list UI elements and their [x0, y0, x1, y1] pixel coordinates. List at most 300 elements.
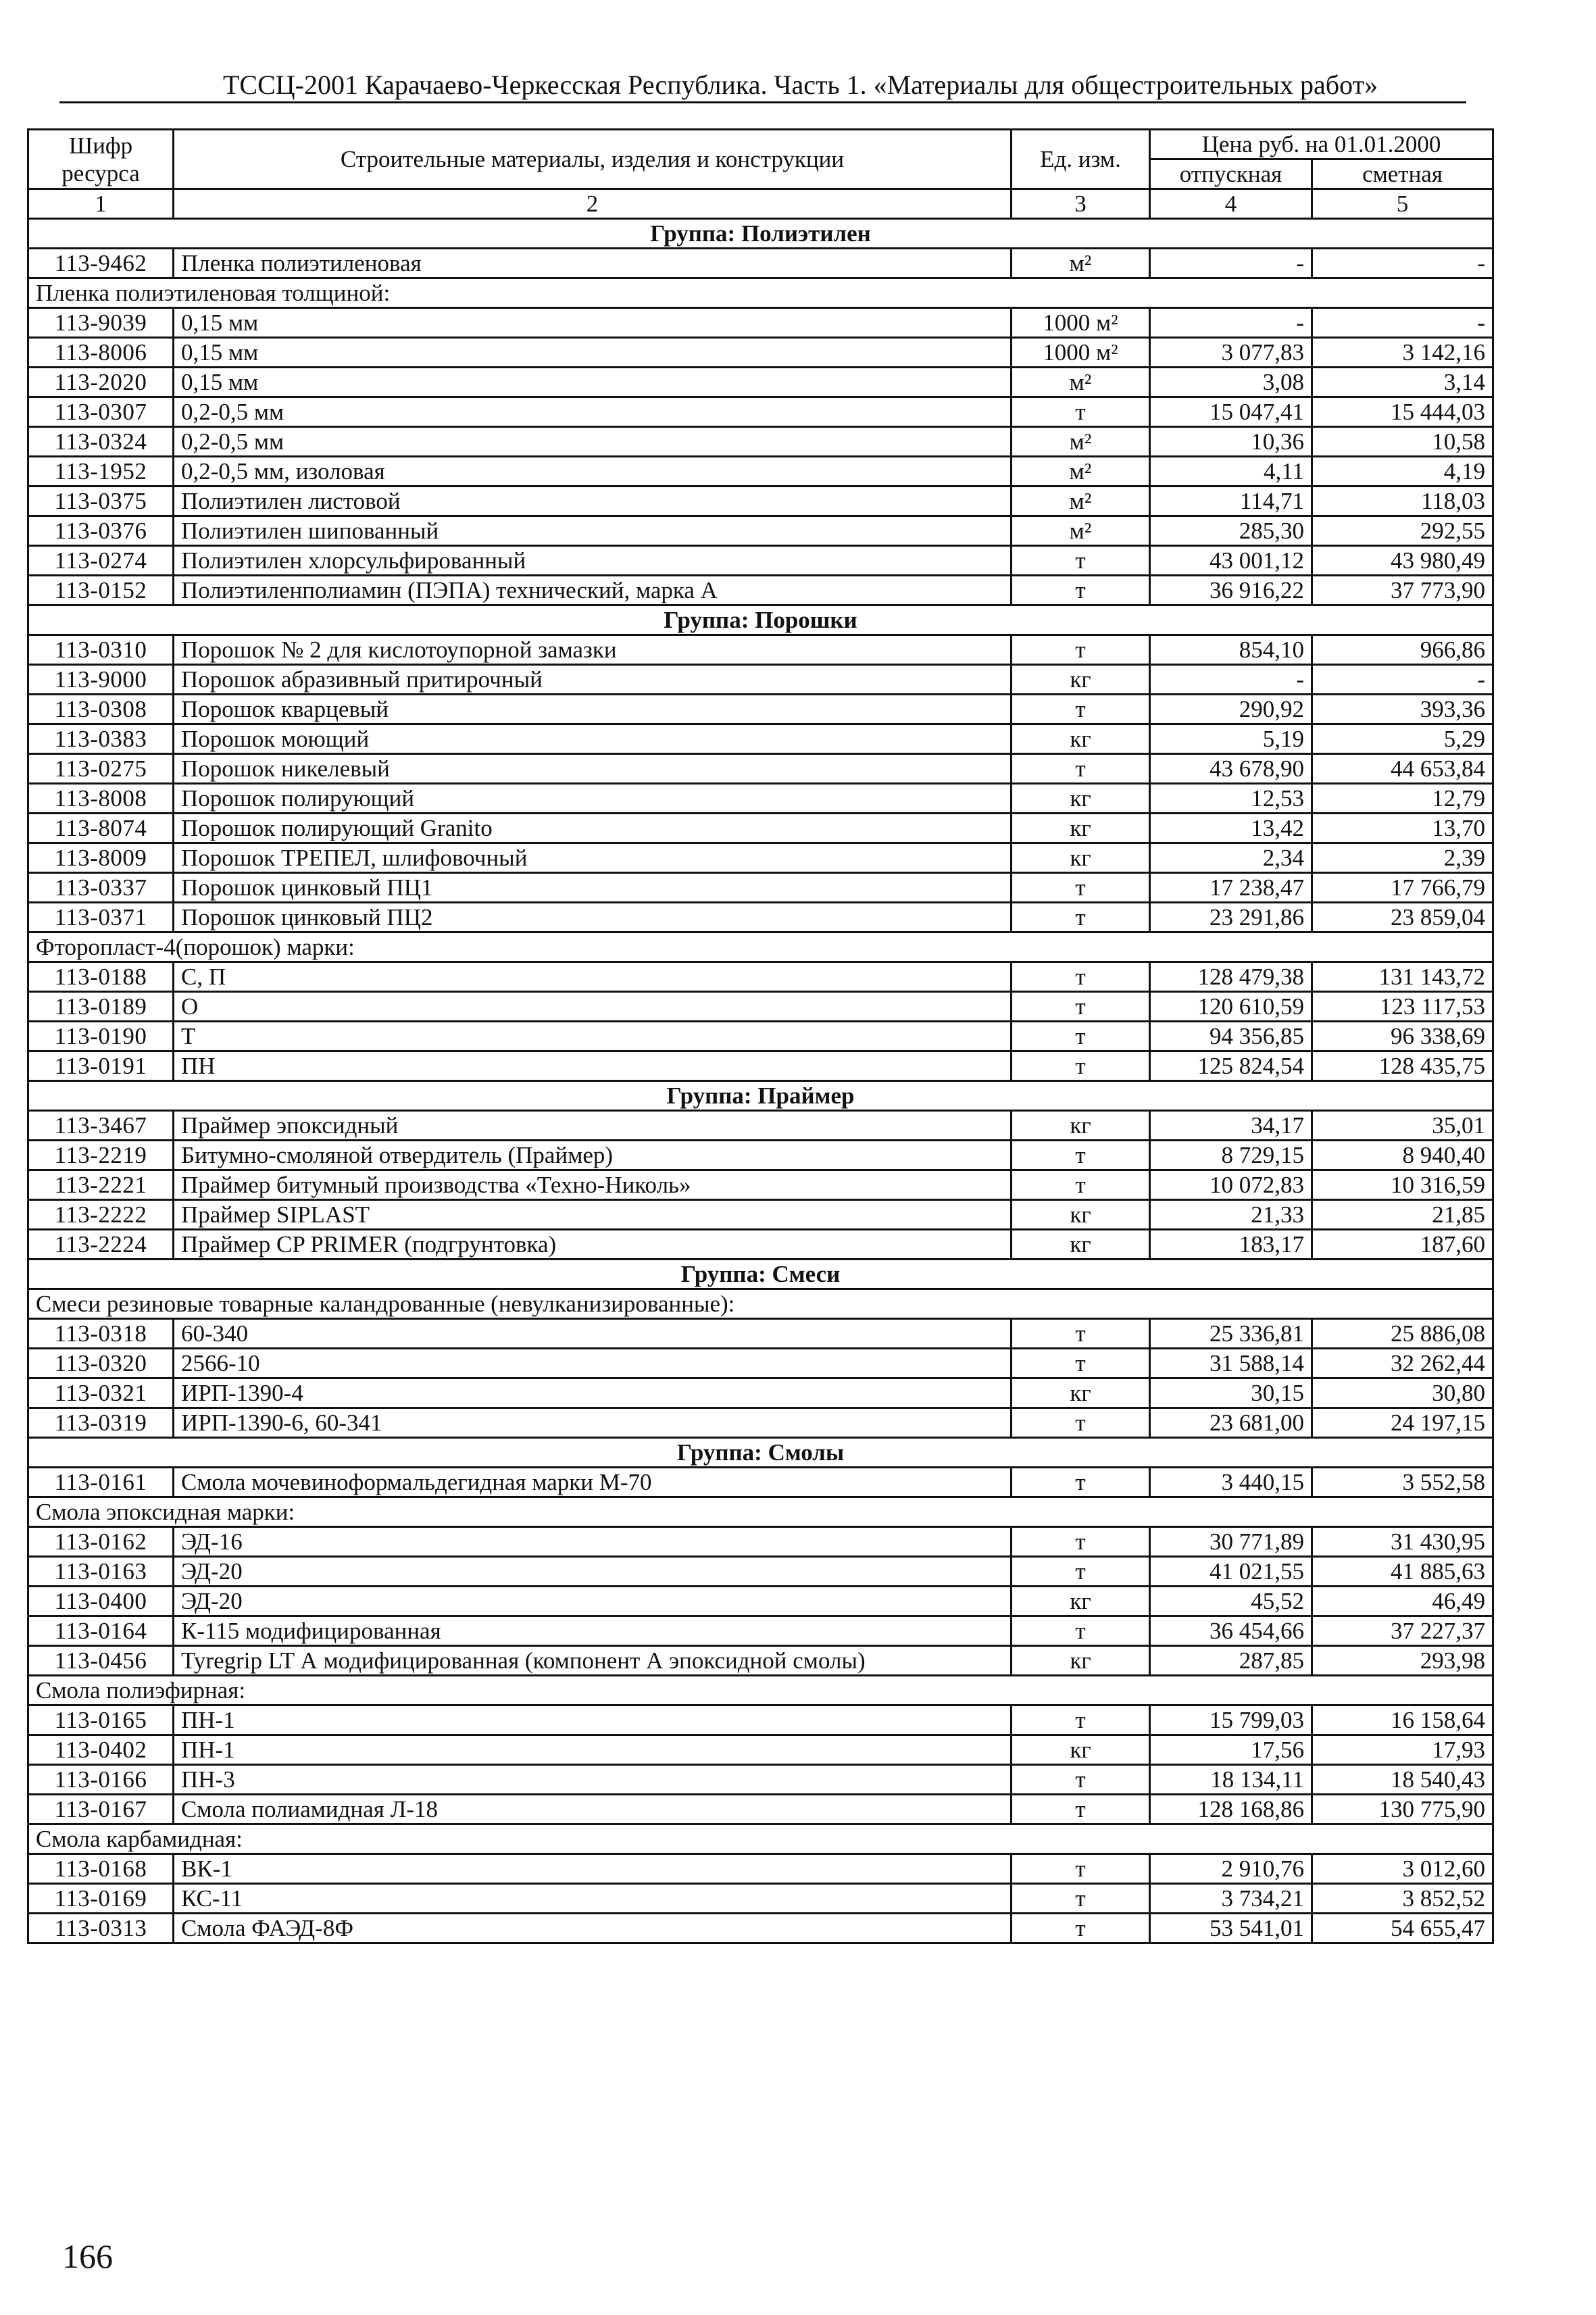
resource-code: 113-2020: [28, 368, 174, 397]
table-row: [28, 1914, 1493, 1943]
release-price: 10 072,83: [1150, 1170, 1312, 1200]
group-heading-row: [28, 1260, 1493, 1289]
release-price: 30,15: [1150, 1378, 1312, 1408]
subheading: Смола полиэфирная:: [28, 1676, 1493, 1706]
table-row: [28, 1230, 1493, 1260]
release-price: 3 734,21: [1150, 1884, 1312, 1914]
material-name: Порошок абразивный притирочный: [174, 665, 1012, 695]
release-price: 41 021,55: [1150, 1557, 1312, 1587]
unit-of-measure: кг: [1012, 1230, 1150, 1260]
material-name: ПН-3: [174, 1765, 1012, 1795]
resource-code: 113-0274: [28, 546, 174, 576]
subheading-row: [28, 278, 1493, 308]
release-price: 43 678,90: [1150, 754, 1312, 784]
table-row: [28, 1854, 1493, 1884]
resource-code: 113-8006: [28, 338, 174, 368]
release-price: 31 588,14: [1150, 1349, 1312, 1378]
release-price: 290,92: [1150, 695, 1312, 724]
estimate-price: 16 158,64: [1312, 1706, 1493, 1735]
table-row: [28, 784, 1493, 814]
estimate-price: 3 142,16: [1312, 338, 1493, 368]
release-price: 114,71: [1150, 487, 1312, 516]
material-name: КС-11: [174, 1884, 1012, 1914]
unit-of-measure: кг: [1012, 1646, 1150, 1676]
resource-code: 113-0167: [28, 1795, 174, 1824]
group-heading: Группа: Смолы: [28, 1438, 1493, 1468]
resource-code: 113-0275: [28, 754, 174, 784]
release-price: 45,52: [1150, 1587, 1312, 1616]
material-name: ПН: [174, 1051, 1012, 1081]
material-name: Порошок полирующий Granito: [174, 814, 1012, 843]
release-price: 3 077,83: [1150, 338, 1312, 368]
resource-code: 113-0383: [28, 724, 174, 754]
material-name: ИРП-1390-4: [174, 1378, 1012, 1408]
table-row: [28, 992, 1493, 1022]
resource-code: 113-0152: [28, 576, 174, 605]
estimate-price: 32 262,44: [1312, 1349, 1493, 1378]
material-name: Праймер битумный производства «Техно-Николь»: [174, 1170, 1012, 1200]
column-number: 2: [174, 189, 1012, 219]
header-rule: [59, 101, 1466, 103]
release-price: 2,34: [1150, 843, 1312, 873]
table-row: [28, 308, 1493, 338]
material-name: ЭД-16: [174, 1527, 1012, 1557]
release-price: -: [1150, 249, 1312, 278]
material-name: Порошок цинковый ПЦ1: [174, 873, 1012, 903]
unit-of-measure: т: [1012, 1765, 1150, 1795]
column-header-name: Строительные материалы, изделия и конструкции: [174, 130, 1012, 189]
resource-code: 113-0337: [28, 873, 174, 903]
estimate-price: 18 540,43: [1312, 1765, 1493, 1795]
release-price: 3 440,15: [1150, 1468, 1312, 1497]
column-number: 1: [28, 189, 174, 219]
material-name: Смола ФАЭД-8Ф: [174, 1914, 1012, 1943]
resource-code: 113-0318: [28, 1319, 174, 1349]
estimate-price: 15 444,03: [1312, 397, 1493, 427]
column-number-row: [28, 189, 1493, 219]
release-price: 15 047,41: [1150, 397, 1312, 427]
column-header-price: Цена руб. на 01.01.2000: [1150, 130, 1493, 159]
group-heading-row: [28, 219, 1493, 249]
resource-code: 113-0166: [28, 1765, 174, 1795]
release-price: 183,17: [1150, 1230, 1312, 1260]
material-name: 0,2-0,5 мм: [174, 427, 1012, 457]
table-row: [28, 338, 1493, 368]
table-row: [28, 1765, 1493, 1795]
estimate-price: 41 885,63: [1312, 1557, 1493, 1587]
release-price: 287,85: [1150, 1646, 1312, 1676]
unit-of-measure: т: [1012, 962, 1150, 992]
table-row: [28, 1200, 1493, 1230]
estimate-price: 10 316,59: [1312, 1170, 1493, 1200]
table-row: [28, 814, 1493, 843]
table-row: [28, 695, 1493, 724]
subheading-row: [28, 1497, 1493, 1527]
material-name: Праймер эпоксидный: [174, 1111, 1012, 1141]
resource-code: 113-1952: [28, 457, 174, 487]
material-name: Смола мочевиноформальдегидная марки М-70: [174, 1468, 1012, 1497]
table-row: [28, 962, 1493, 992]
material-name: Битумно-смоляной отвердитель (Праймер): [174, 1141, 1012, 1170]
estimate-price: 3,14: [1312, 368, 1493, 397]
table-row: [28, 1616, 1493, 1646]
table-row: [28, 1051, 1493, 1081]
estimate-price: 96 338,69: [1312, 1022, 1493, 1051]
unit-of-measure: т: [1012, 1557, 1150, 1587]
group-heading: Группа: Порошки: [28, 605, 1493, 635]
release-price: 17 238,47: [1150, 873, 1312, 903]
resource-code: 113-2219: [28, 1141, 174, 1170]
release-price: -: [1150, 665, 1312, 695]
resource-code: 113-0456: [28, 1646, 174, 1676]
group-heading: Группа: Полиэтилен: [28, 219, 1493, 249]
table-row: [28, 1587, 1493, 1616]
material-name: ИРП-1390-6, 60-341: [174, 1408, 1012, 1438]
estimate-price: -: [1312, 665, 1493, 695]
table-row: [28, 576, 1493, 605]
resource-code: 113-0375: [28, 487, 174, 516]
release-price: 5,19: [1150, 724, 1312, 754]
material-name: ВК-1: [174, 1854, 1012, 1884]
table-row: [28, 1527, 1493, 1557]
table-row: [28, 1646, 1493, 1676]
material-name: С, П: [174, 962, 1012, 992]
material-name: О: [174, 992, 1012, 1022]
material-name: Т: [174, 1022, 1012, 1051]
group-heading-row: [28, 1081, 1493, 1111]
material-name: Порошок моющий: [174, 724, 1012, 754]
unit-of-measure: т: [1012, 546, 1150, 576]
release-price: 4,11: [1150, 457, 1312, 487]
unit-of-measure: м²: [1012, 516, 1150, 546]
resource-code: 113-2224: [28, 1230, 174, 1260]
estimate-price: 3 852,52: [1312, 1884, 1493, 1914]
estimate-price: 17,93: [1312, 1735, 1493, 1765]
release-price: 23 681,00: [1150, 1408, 1312, 1438]
estimate-price: 118,03: [1312, 487, 1493, 516]
resource-code: 113-0376: [28, 516, 174, 546]
table-row: [28, 635, 1493, 665]
material-name: 60-340: [174, 1319, 1012, 1349]
group-heading: Группа: Смеси: [28, 1260, 1493, 1289]
unit-of-measure: т: [1012, 992, 1150, 1022]
resource-code: 113-0189: [28, 992, 174, 1022]
resource-code: 113-0324: [28, 427, 174, 457]
estimate-price: 31 430,95: [1312, 1527, 1493, 1557]
release-price: -: [1150, 308, 1312, 338]
estimate-price: 966,86: [1312, 635, 1493, 665]
subheading-row: [28, 1676, 1493, 1706]
table-row: [28, 1141, 1493, 1170]
unit-of-measure: т: [1012, 1022, 1150, 1051]
unit-of-measure: м²: [1012, 457, 1150, 487]
estimate-price: 54 655,47: [1312, 1914, 1493, 1943]
estimate-price: 292,55: [1312, 516, 1493, 546]
unit-of-measure: т: [1012, 1408, 1150, 1438]
material-name: Tyregrip LT А модифицированная (компонент А эпоксидной смолы): [174, 1646, 1012, 1676]
release-price: 120 610,59: [1150, 992, 1312, 1022]
unit-of-measure: т: [1012, 1854, 1150, 1884]
group-heading: Группа: Праймер: [28, 1081, 1493, 1111]
estimate-price: 25 886,08: [1312, 1319, 1493, 1349]
material-name: 0,2-0,5 мм: [174, 397, 1012, 427]
estimate-price: -: [1312, 308, 1493, 338]
table-row: [28, 1735, 1493, 1765]
unit-of-measure: м²: [1012, 427, 1150, 457]
estimate-price: 24 197,15: [1312, 1408, 1493, 1438]
resource-code: 113-0191: [28, 1051, 174, 1081]
estimate-price: 293,98: [1312, 1646, 1493, 1676]
release-price: 36 916,22: [1150, 576, 1312, 605]
table-row: [28, 903, 1493, 932]
table-row: [28, 1408, 1493, 1438]
material-name: Полиэтилен листовой: [174, 487, 1012, 516]
release-price: 12,53: [1150, 784, 1312, 814]
release-price: 15 799,03: [1150, 1706, 1312, 1735]
column-header-release-price: отпускная: [1150, 159, 1312, 189]
release-price: 17,56: [1150, 1735, 1312, 1765]
unit-of-measure: т: [1012, 1884, 1150, 1914]
unit-of-measure: т: [1012, 1795, 1150, 1824]
table-header-row: [28, 130, 1493, 159]
material-name: Порошок цинковый ПЦ2: [174, 903, 1012, 932]
estimate-price: 5,29: [1312, 724, 1493, 754]
resource-code: 113-0188: [28, 962, 174, 992]
table-row: [28, 487, 1493, 516]
unit-of-measure: кг: [1012, 724, 1150, 754]
unit-of-measure: кг: [1012, 814, 1150, 843]
unit-of-measure: кг: [1012, 665, 1150, 695]
estimate-price: 37 773,90: [1312, 576, 1493, 605]
table-row: [28, 368, 1493, 397]
release-price: 94 356,85: [1150, 1022, 1312, 1051]
table-row: [28, 516, 1493, 546]
unit-of-measure: кг: [1012, 1587, 1150, 1616]
resource-code: 113-0161: [28, 1468, 174, 1497]
resource-code: 113-0163: [28, 1557, 174, 1587]
release-price: 34,17: [1150, 1111, 1312, 1141]
estimate-price: 187,60: [1312, 1230, 1493, 1260]
resource-code: 113-2221: [28, 1170, 174, 1200]
table-row: [28, 754, 1493, 784]
column-number: 5: [1312, 189, 1493, 219]
estimate-price: 44 653,84: [1312, 754, 1493, 784]
unit-of-measure: т: [1012, 397, 1150, 427]
column-header-unit: Ед. изм.: [1012, 130, 1150, 189]
estimate-price: 393,36: [1312, 695, 1493, 724]
resource-code: 113-0308: [28, 695, 174, 724]
unit-of-measure: кг: [1012, 1200, 1150, 1230]
table-row: [28, 1111, 1493, 1141]
table-row: [28, 546, 1493, 576]
estimate-price: 128 435,75: [1312, 1051, 1493, 1081]
release-price: 30 771,89: [1150, 1527, 1312, 1557]
material-name: Смола полиамидная Л-18: [174, 1795, 1012, 1824]
page-header: ТССЦ-2001 Карачаево-Черкесская Республика. Часть 1. «Материалы для общестроительных работ»: [223, 70, 1378, 100]
group-heading-row: [28, 1438, 1493, 1468]
table-row: [28, 1349, 1493, 1378]
material-name: Полиэтилен хлорсульфированный: [174, 546, 1012, 576]
material-name: ЭД-20: [174, 1557, 1012, 1587]
unit-of-measure: м²: [1012, 487, 1150, 516]
unit-of-measure: 1000 м²: [1012, 308, 1150, 338]
resource-code: 113-0162: [28, 1527, 174, 1557]
table-row: [28, 397, 1493, 427]
resource-code: 113-0402: [28, 1735, 174, 1765]
estimate-price: 17 766,79: [1312, 873, 1493, 903]
table-row: [28, 1170, 1493, 1200]
resource-code: 113-0313: [28, 1914, 174, 1943]
column-number: 3: [1012, 189, 1150, 219]
material-name: Порошок полирующий: [174, 784, 1012, 814]
column-header-estimate-price: сметная: [1312, 159, 1493, 189]
resource-code: 113-8074: [28, 814, 174, 843]
resource-code: 113-0169: [28, 1884, 174, 1914]
material-name: 2566-10: [174, 1349, 1012, 1378]
resource-code: 113-0320: [28, 1349, 174, 1378]
release-price: 13,42: [1150, 814, 1312, 843]
estimate-price: 35,01: [1312, 1111, 1493, 1141]
resource-code: 113-0371: [28, 903, 174, 932]
release-price: 36 454,66: [1150, 1616, 1312, 1646]
estimate-price: 130 775,90: [1312, 1795, 1493, 1824]
release-price: 23 291,86: [1150, 903, 1312, 932]
release-price: 21,33: [1150, 1200, 1312, 1230]
table-row: [28, 873, 1493, 903]
release-price: 10,36: [1150, 427, 1312, 457]
resource-code: 113-0190: [28, 1022, 174, 1051]
subheading-row: [28, 1824, 1493, 1854]
subheading: Фторопласт-4(порошок) марки:: [28, 932, 1493, 962]
subheading: Смола эпоксидная марки:: [28, 1497, 1493, 1527]
unit-of-measure: т: [1012, 1170, 1150, 1200]
resource-code: 113-8008: [28, 784, 174, 814]
estimate-price: 13,70: [1312, 814, 1493, 843]
material-name: Порошок № 2 для кислотоупорной замазки: [174, 635, 1012, 665]
material-name: Полиэтилен шипованный: [174, 516, 1012, 546]
material-name: Праймер SIPLAST: [174, 1200, 1012, 1230]
material-name: К-115 модифицированная: [174, 1616, 1012, 1646]
material-name: Пленка полиэтиленовая: [174, 249, 1012, 278]
material-name: 0,15 мм: [174, 368, 1012, 397]
material-name: Порошок никелевый: [174, 754, 1012, 784]
table-row: [28, 1884, 1493, 1914]
release-price: 2 910,76: [1150, 1854, 1312, 1884]
estimate-price: 4,19: [1312, 457, 1493, 487]
resource-code: 113-0168: [28, 1854, 174, 1884]
estimate-price: 37 227,37: [1312, 1616, 1493, 1646]
price-table: [27, 128, 1494, 1944]
material-name: 0,15 мм: [174, 308, 1012, 338]
material-name: 0,2-0,5 мм, изоловая: [174, 457, 1012, 487]
estimate-price: 43 980,49: [1312, 546, 1493, 576]
resource-code: 113-9000: [28, 665, 174, 695]
subheading: Смола карбамидная:: [28, 1824, 1493, 1854]
resource-code: 113-0310: [28, 635, 174, 665]
material-name: 0,15 мм: [174, 338, 1012, 368]
material-name: Порошок кварцевый: [174, 695, 1012, 724]
unit-of-measure: т: [1012, 576, 1150, 605]
page-number: 166: [62, 2237, 113, 2275]
release-price: 25 336,81: [1150, 1319, 1312, 1349]
estimate-price: 131 143,72: [1312, 962, 1493, 992]
material-name: Праймер CP PRIMER (подгрунтовка): [174, 1230, 1012, 1260]
release-price: 128 479,38: [1150, 962, 1312, 992]
material-name: Полиэтиленполиамин (ПЭПА) технический, марка А: [174, 576, 1012, 605]
estimate-price: -: [1312, 249, 1493, 278]
material-name: ПН-1: [174, 1706, 1012, 1735]
release-price: 53 541,01: [1150, 1914, 1312, 1943]
table-row: [28, 1468, 1493, 1497]
unit-of-measure: кг: [1012, 1735, 1150, 1765]
unit-of-measure: т: [1012, 1319, 1150, 1349]
resource-code: 113-8009: [28, 843, 174, 873]
resource-code: 113-9462: [28, 249, 174, 278]
estimate-price: 8 940,40: [1312, 1141, 1493, 1170]
table-row: [28, 1319, 1493, 1349]
resource-code: 113-0319: [28, 1408, 174, 1438]
estimate-price: 123 117,53: [1312, 992, 1493, 1022]
resource-code: 113-0307: [28, 397, 174, 427]
table-row: [28, 1022, 1493, 1051]
resource-code: 113-9039: [28, 308, 174, 338]
column-number: 4: [1150, 189, 1312, 219]
release-price: 854,10: [1150, 635, 1312, 665]
release-price: 285,30: [1150, 516, 1312, 546]
unit-of-measure: т: [1012, 1616, 1150, 1646]
unit-of-measure: т: [1012, 1141, 1150, 1170]
resource-code: 113-0164: [28, 1616, 174, 1646]
unit-of-measure: м²: [1012, 368, 1150, 397]
unit-of-measure: т: [1012, 873, 1150, 903]
release-price: 18 134,11: [1150, 1765, 1312, 1795]
release-price: 3,08: [1150, 368, 1312, 397]
estimate-price: 3 552,58: [1312, 1468, 1493, 1497]
release-price: 128 168,86: [1150, 1795, 1312, 1824]
estimate-price: 23 859,04: [1312, 903, 1493, 932]
subheading-row: [28, 932, 1493, 962]
unit-of-measure: 1000 м²: [1012, 338, 1150, 368]
subheading: Смеси резиновые товарные каландрованные (невулканизированные):: [28, 1289, 1493, 1319]
resource-code: 113-3467: [28, 1111, 174, 1141]
unit-of-measure: т: [1012, 1706, 1150, 1735]
unit-of-measure: кг: [1012, 1378, 1150, 1408]
release-price: 8 729,15: [1150, 1141, 1312, 1170]
unit-of-measure: кг: [1012, 1111, 1150, 1141]
material-name: ПН-1: [174, 1735, 1012, 1765]
table-row: [28, 843, 1493, 873]
table-row: [28, 665, 1493, 695]
resource-code: 113-0321: [28, 1378, 174, 1408]
estimate-price: 46,49: [1312, 1587, 1493, 1616]
subheading-row: [28, 1289, 1493, 1319]
unit-of-measure: м²: [1012, 249, 1150, 278]
unit-of-measure: кг: [1012, 843, 1150, 873]
resource-code: 113-0165: [28, 1706, 174, 1735]
resource-code: 113-0400: [28, 1587, 174, 1616]
release-price: 125 824,54: [1150, 1051, 1312, 1081]
unit-of-measure: т: [1012, 635, 1150, 665]
unit-of-measure: т: [1012, 903, 1150, 932]
table-row: [28, 1795, 1493, 1824]
unit-of-measure: т: [1012, 695, 1150, 724]
table-row: [28, 249, 1493, 278]
release-price: 43 001,12: [1150, 546, 1312, 576]
table-row: [28, 427, 1493, 457]
unit-of-measure: т: [1012, 1051, 1150, 1081]
unit-of-measure: т: [1012, 1468, 1150, 1497]
table-row: [28, 1557, 1493, 1587]
